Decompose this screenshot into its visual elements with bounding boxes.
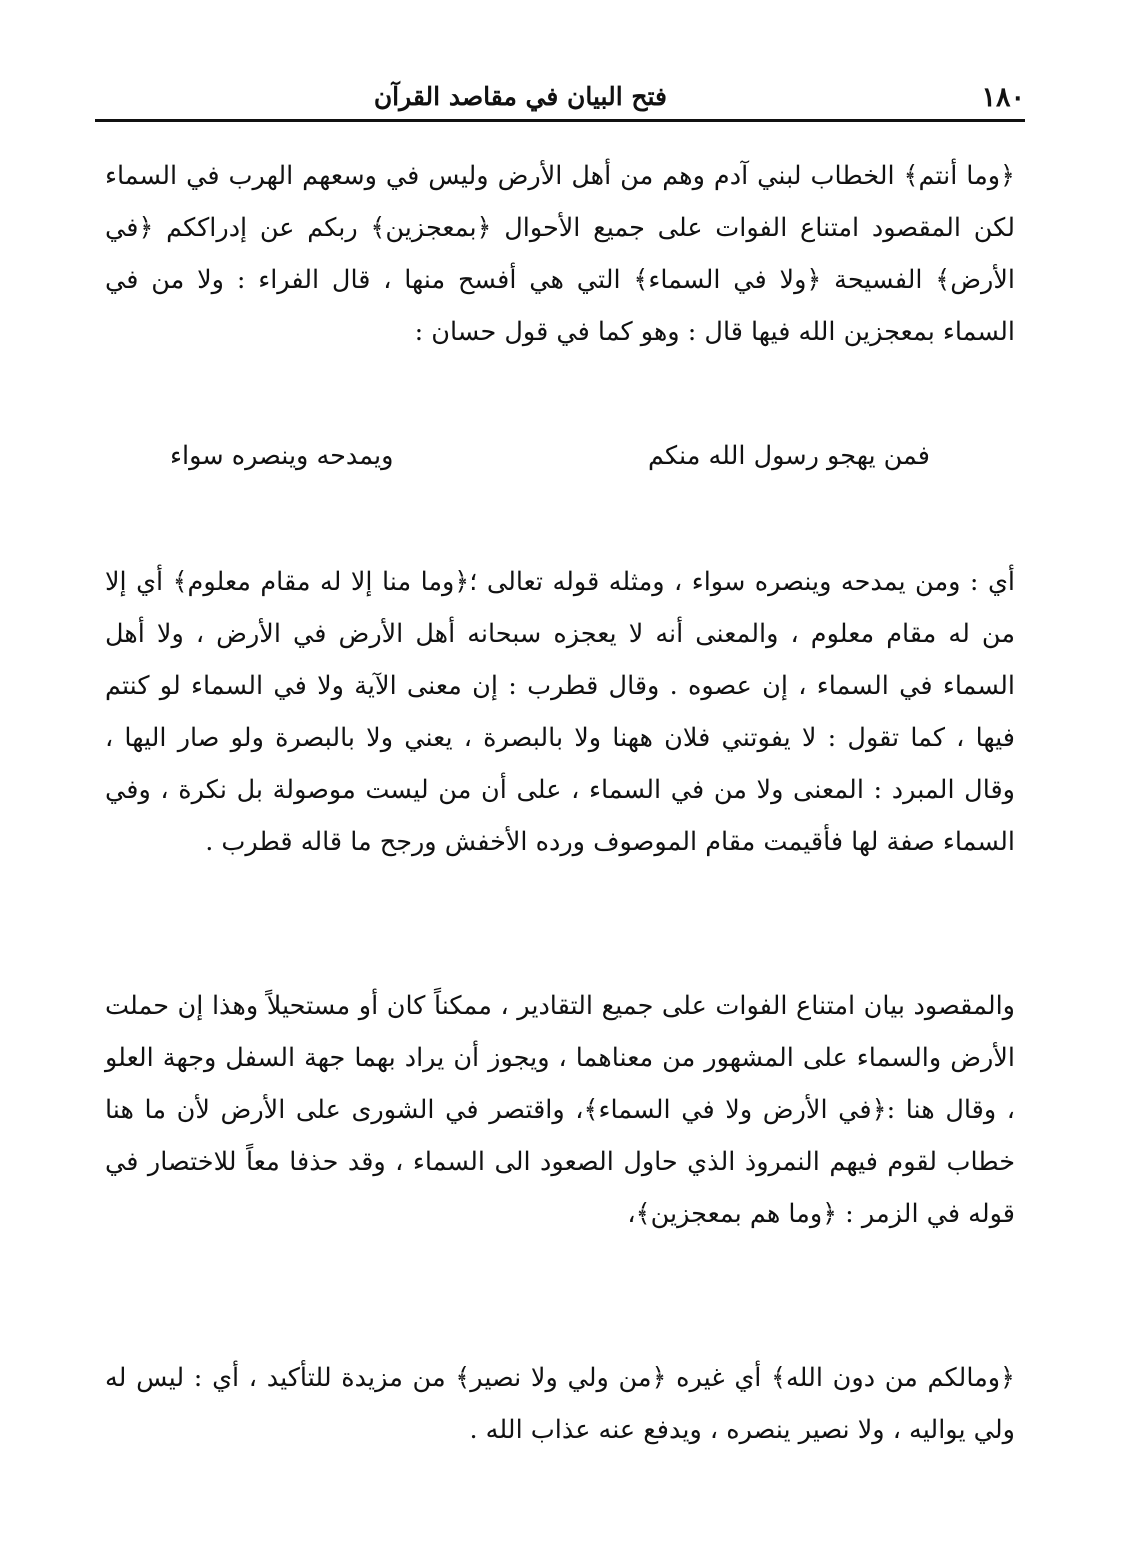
paragraph-1: ﴿وما أنتم﴾ الخطاب لبني آدم وهم من أهل الأرض وليس في وسعهم الهرب في السماء لكن المقصود امتناع الفوات على جميع الأحوال ﴿بمعجزين﴾ ربكم عن إدراككم ﴿في الأرض﴾ الفسيحة ﴿ولا في السماء﴾ التي هي أفسح منها ، قال الفراء : ولا من في السماء بمعجزين الله فيها قال : وهو كما في قول حسان : xyxy=(105,161,1015,347)
running-title: فتح البيان في مقاصد القرآن xyxy=(373,82,667,111)
paragraph-3: والمقصود بيان امتناع الفوات على جميع التقادير ، ممكناً كان أو مستحيلاً وهذا إن حملت الأرض والسماء على المشهور من معناهما ، ويجوز أن يراد بهما جهة السفل وجهة العلو ، وقال هنا :﴿في الأرض ولا في السماء﴾، واقتصر في الشورى على الأرض لأن ما هنا خطاب لقوم فيهم النمروذ الذي حاول الصعود الى السماء ، وقد حذفا معاً للاختصار في قوله في الزمر : ﴿وما هم بمعجزين﴾، xyxy=(105,991,1015,1229)
verse-first-hemistich: فمن يهجو رسول الله منكم xyxy=(647,441,930,471)
page-header xyxy=(95,78,1025,122)
header-divider xyxy=(95,119,1025,122)
verse-second-hemistich: ويمدحه وينصره سواء xyxy=(170,441,394,471)
poetry-verse xyxy=(170,430,930,482)
paragraph-2: أي : ومن يمدحه وينصره سواء ، ومثله قوله تعالى ؛﴿وما منا إلا له مقام معلوم﴾ أي إلا من له مقام معلوم ، والمعنى أنه لا يعجزه سبحانه أهل الأرض في الأرض ، ولا أهل السماء في السماء ، إن عصوه . وقال قطرب : إن معنى الآية ولا في السماء لو كنتم فيها ، كما تقول : لا يفوتني فلان ههنا ولا بالبصرة ، يعني ولا بالبصرة ولو صار اليها ، وقال المبرد : المعنى ولا من في السماء ، على أن من ليست موصولة بل نكرة ، وفي السماء صفة لها فأقيمت مقام الموصوف ورده الأخفش ورجح ما قاله قطرب . xyxy=(105,567,1015,857)
paragraph-4: ﴿ومالكم من دون الله﴾ أي غيره ﴿من ولي ولا نصير﴾ من مزيدة للتأكيد ، أي : ليس له ولي يواليه ، ولا نصير ينصره ، ويدفع عنه عذاب الله . xyxy=(105,1363,1015,1445)
page-number: ١٨٠ xyxy=(981,82,1025,113)
